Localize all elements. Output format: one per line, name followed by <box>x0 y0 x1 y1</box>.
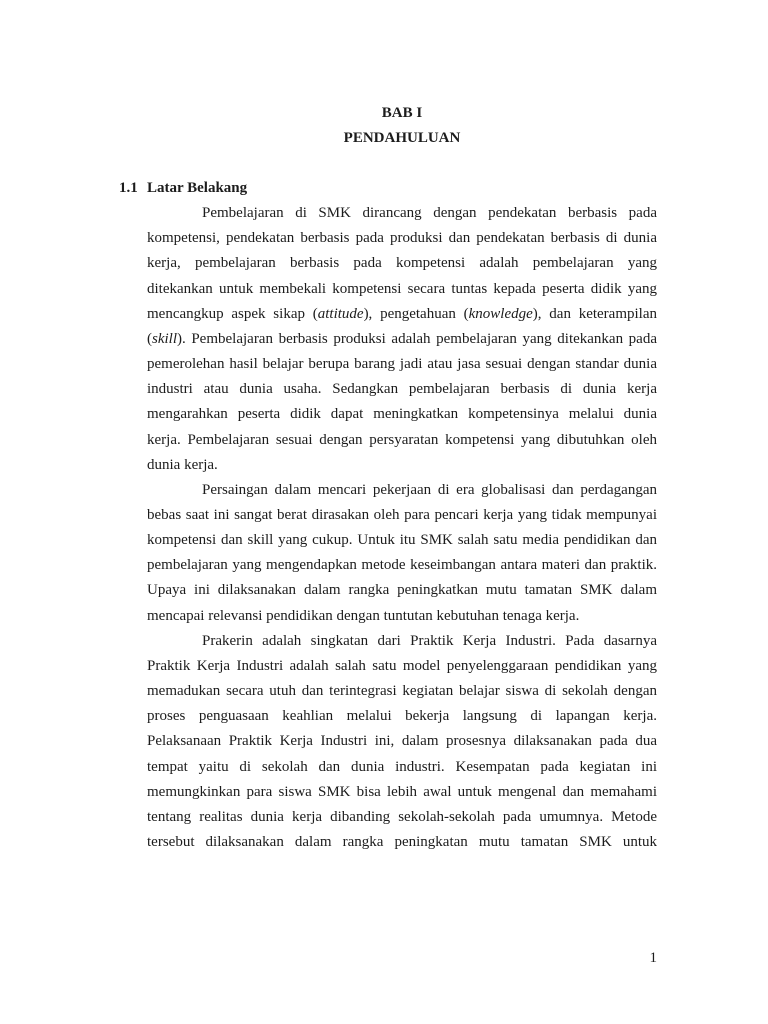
paragraph-line <box>147 503 657 528</box>
text-run: ( <box>147 330 152 347</box>
body-paragraph <box>147 629 657 855</box>
paragraph-line <box>147 604 657 629</box>
text-run: Prakerin adalah singkatan dari Praktik Kerja Industri. Pada dasarnya <box>202 632 657 649</box>
text-run: memungkinkan para siswa SMK bisa lebih awal untuk mengenal dan memahami <box>147 783 657 800</box>
section-number: 1.1 <box>119 179 138 196</box>
paragraph-line <box>147 453 657 478</box>
text-run: ditekankan untuk membekali kompetensi secara tuntas kepada peserta didik yang <box>147 280 657 297</box>
text-run: Persaingan dalam mencari pekerjaan di era globalisasi dan perdagangan <box>202 481 657 498</box>
text-run: kerja, pembelajaran berbasis pada kompetensi adalah pembelajaran yang <box>147 255 657 272</box>
text-run: kompetensi, pendekatan berbasis pada produksi dan pendekatan berbasis di dunia <box>147 230 657 247</box>
text-run: Pelaksanaan Praktik Kerja Industri ini, dalam prosesnya dilaksanakan pada dua <box>147 733 657 750</box>
text-run: tersebut dilaksanakan dalam rangka peningkatan mutu tamatan SMK untuk <box>147 834 657 851</box>
paragraph-line <box>147 654 657 679</box>
paragraph-line <box>147 251 657 276</box>
paragraph-line <box>147 578 657 603</box>
text-run: tempat yaitu di sekolah dan dunia industri. Kesempatan pada kegiatan ini <box>147 758 657 775</box>
text-run: Upaya ini dilaksanakan dalam rangka peningkatkan mutu tamatan SMK dalam <box>147 582 657 599</box>
paragraph-line <box>147 704 657 729</box>
paragraph-line <box>147 780 657 805</box>
text-run: memadukan secara utuh dan terintegrasi kegiatan belajar siswa di sekolah dengan <box>147 683 657 700</box>
text-run: bebas saat ini sangat berat dirasakan oleh para pencari kerja yang tidak mempunyai <box>147 507 657 523</box>
text-run: kerja. Pembelajaran sesuai dengan persyaratan kompetensi yang dibutuhkan oleh <box>147 431 657 448</box>
italic-term: knowledge <box>468 305 533 322</box>
text-run: mencangkup aspek sikap ( <box>147 305 318 322</box>
text-run: tentang realitas dunia kerja dibanding sekolah-sekolah pada umumnya. Metode <box>147 808 657 825</box>
text-run: pembelajaran yang mengendapkan metode keseimbangan antara materi dan praktik. <box>147 557 657 574</box>
paragraph-line <box>147 201 657 226</box>
text-run: ), pengetahuan ( <box>363 305 469 322</box>
paragraph-line <box>147 679 657 704</box>
text-run: ), dan keterampilan <box>532 305 657 322</box>
paragraph-line <box>147 478 657 503</box>
italic-term: attitude <box>317 305 364 322</box>
paragraph-line <box>147 352 657 377</box>
paragraph-line <box>147 528 657 553</box>
paragraph-line <box>147 226 657 251</box>
paragraph-line <box>147 327 657 352</box>
page-number: 1 <box>649 950 657 966</box>
paragraph-line <box>147 629 657 654</box>
body-paragraph <box>147 201 657 478</box>
section-heading <box>119 176 657 201</box>
text-run: pemerolehan hasil belajar berupa barang jadi atau jasa sesuai dengan standar dunia <box>147 356 657 373</box>
chapter-heading: BAB I <box>381 104 423 121</box>
body-text <box>147 201 657 855</box>
text-run: Praktik Kerja Industri adalah salah satu model penyelenggaraan pendidikan yang <box>147 657 657 674</box>
text-run: industri atau dunia usaha. Sedangkan pembelajaran berbasis di dunia kerja <box>147 381 657 398</box>
body-paragraph <box>147 478 657 629</box>
chapter-title: PENDAHULUAN <box>343 129 461 146</box>
text-run: mengarahkan peserta didik dapat meningkatkan kompetensinya melalui dunia <box>147 406 657 423</box>
section-title: Latar Belakang <box>147 179 248 196</box>
paragraph-line <box>147 830 657 855</box>
heading-spacer <box>147 151 657 176</box>
text-run: proses penguasaan keahlian melalui bekerja langsung di lapangan kerja. <box>147 708 657 725</box>
paragraph-line <box>147 805 657 830</box>
text-run: dunia kerja. <box>147 456 218 473</box>
paragraph-line <box>147 302 657 327</box>
paragraph-line <box>147 277 657 302</box>
italic-term: skill <box>152 330 177 347</box>
paragraph-line <box>147 755 657 780</box>
paragraph-line <box>147 553 657 578</box>
paragraph-line <box>147 377 657 402</box>
page-content <box>119 101 657 856</box>
paragraph-line <box>147 428 657 453</box>
text-run: kompetensi dan skill yang cukup. Untuk itu SMK salah satu media pendidikan dan <box>147 532 657 549</box>
paragraph-line <box>147 402 657 427</box>
text-run: Pembelajaran di SMK dirancang dengan pendekatan berbasis pada <box>202 205 657 222</box>
paragraph-line <box>147 729 657 754</box>
text-run: mencapai relevansi pendidikan dengan tuntutan kebutuhan tenaga kerja. <box>147 607 580 624</box>
text-run: ). Pembelajaran berbasis produksi adalah pembelajaran yang ditekankan pada <box>177 330 657 347</box>
